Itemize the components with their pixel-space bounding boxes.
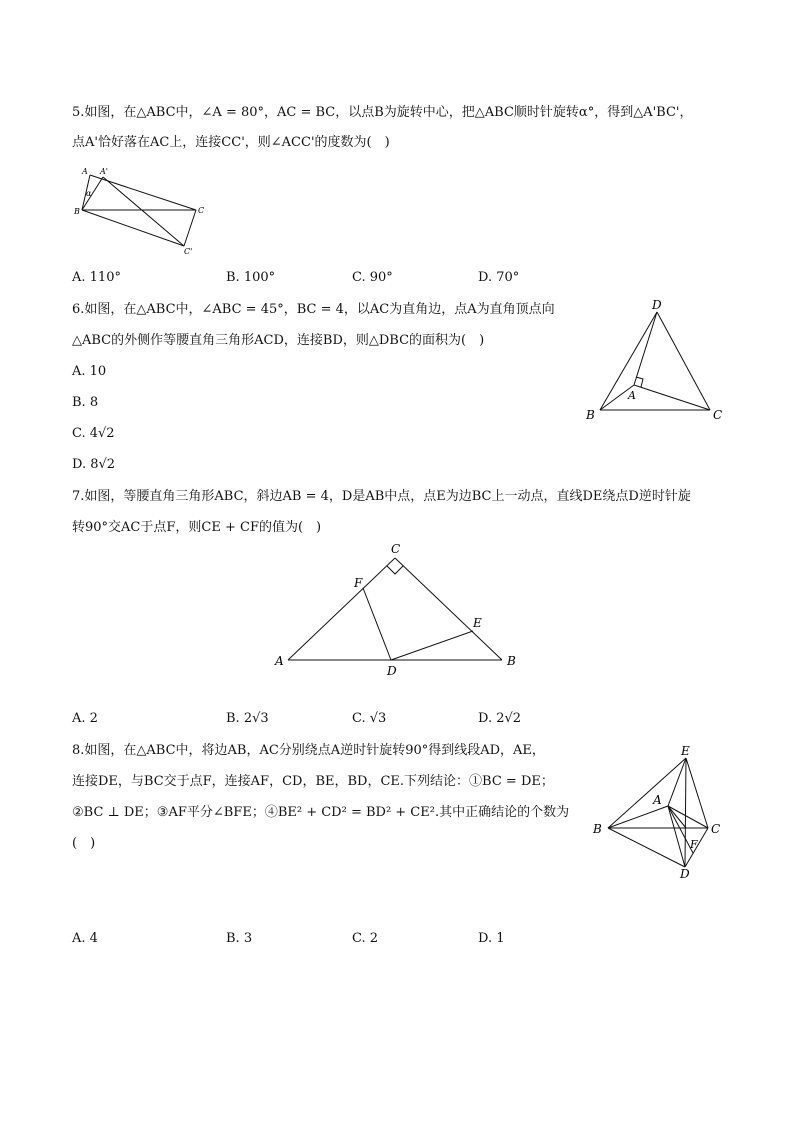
q8-label-f: F bbox=[690, 838, 698, 851]
q6-option-c: C. 4√2 bbox=[72, 426, 115, 441]
q5-label-a: A bbox=[82, 167, 88, 176]
q7-option-d: D. 2√2 bbox=[478, 711, 522, 726]
q8-stem-line-1: 8.如图，在△ABC中，将边AB，AC分别绕点A逆时针旋转90°得到线段AD，AE， bbox=[72, 743, 545, 758]
q5-option-a: A. 110° bbox=[72, 270, 121, 285]
q5-label-b: B bbox=[74, 207, 80, 216]
q6-stem-line-2: △ABC的外侧作等腰直角三角形ACD，连接BD，则△DBC的面积为( ) bbox=[72, 333, 485, 348]
q8-option-d: D. 1 bbox=[478, 931, 505, 946]
q7-option-b: B. 2√3 bbox=[226, 711, 269, 726]
q5-label-c: C bbox=[198, 206, 205, 215]
q5-stem-line-1: 5.如图，在△ABC中，∠A = 80°，AC = BC，以点B为旋转中心，把△ABC顺时针旋转α°，得到△A'BC'， bbox=[72, 105, 693, 120]
q5-option-c: C. 90° bbox=[352, 270, 393, 285]
q8-label-b: B bbox=[593, 822, 602, 836]
q8-stem-line-4: ( ) bbox=[72, 836, 96, 851]
q7-stem-line-2: 转90°交AC于点F，则CE + CF的值为( ) bbox=[72, 520, 322, 535]
q8-option-c: C. 2 bbox=[352, 931, 379, 946]
q6-option-b: B. 8 bbox=[72, 395, 99, 410]
q6-option-d: D. 8√2 bbox=[72, 457, 116, 472]
q8-figure bbox=[590, 740, 730, 882]
q6-figure bbox=[580, 295, 730, 430]
q7-label-d: D bbox=[387, 664, 397, 678]
q6-label-b: B bbox=[586, 408, 595, 422]
q8-stem-line-3: ②BC ⊥ DE；③AF平分∠BFE；④BE² + CD² = BD² + CE².其中正确结论的个数为 bbox=[72, 805, 570, 820]
q7-figure bbox=[270, 538, 530, 680]
q5-stem-line-2: 点A'恰好落在AC上，连接CC'，则∠ACC'的度数为( ) bbox=[72, 135, 390, 150]
q6-option-a: A. 10 bbox=[72, 364, 107, 379]
q5-label-alpha: α bbox=[86, 189, 92, 198]
q7-option-c: C. √3 bbox=[352, 711, 387, 726]
q5-option-d: D. 70° bbox=[478, 270, 520, 285]
q6-label-c: C bbox=[713, 408, 723, 422]
q5-option-b: B. 100° bbox=[226, 270, 276, 285]
q7-label-c: C bbox=[391, 542, 401, 556]
q7-label-b: B bbox=[507, 654, 516, 668]
q7-stem-line-1: 7.如图，等腰直角三角形ABC，斜边AB = 4，D是AB中点，点E为边BC上一动点，直线DE绕点D逆时针旋 bbox=[72, 489, 691, 504]
q7-option-a: A. 2 bbox=[72, 711, 98, 726]
q5-label-c-prime: C' bbox=[184, 247, 193, 256]
q8-option-a: A. 4 bbox=[72, 931, 98, 946]
q7-label-f: F bbox=[354, 576, 363, 590]
q5-figure bbox=[72, 160, 222, 260]
q8-label-a: A bbox=[653, 793, 662, 807]
q8-stem-line-2: 连接DE，与BC交于点F，连接AF，CD，BE，BD，CE.下列结论：①BC = DE； bbox=[72, 774, 554, 789]
q6-stem-line-1: 6.如图，在△ABC中，∠ABC = 45°，BC = 4，以AC为直角边，点A为直角顶点向 bbox=[72, 302, 555, 317]
q7-label-a: A bbox=[275, 654, 284, 668]
q7-label-e: E bbox=[473, 616, 482, 630]
q8-option-b: B. 3 bbox=[226, 931, 253, 946]
q8-label-c: C bbox=[711, 822, 721, 836]
q8-label-d: D bbox=[680, 867, 690, 881]
q5-label-a-prime: A' bbox=[100, 167, 108, 176]
q6-label-a: A bbox=[628, 389, 636, 402]
q8-label-e: E bbox=[681, 744, 690, 758]
q6-label-d: D bbox=[652, 298, 662, 312]
